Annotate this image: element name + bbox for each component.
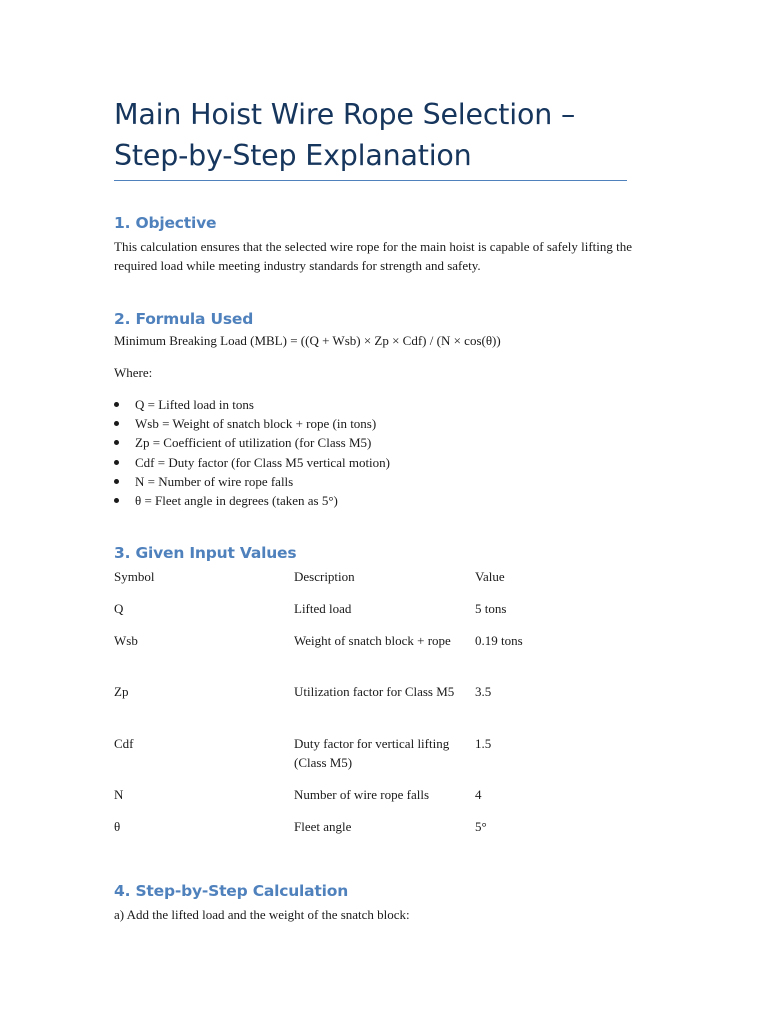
cell-description: Weight of snatch block + rope xyxy=(294,633,451,648)
list-item-text: N = Number of wire rope falls xyxy=(135,473,294,489)
cell-description: Duty factor for vertical lifting (Class M5) xyxy=(294,736,450,770)
cell-value: 5 tons xyxy=(475,601,507,616)
cell-description: Lifted load xyxy=(294,601,352,616)
calculation-step-a: a) Add the lifted load and the weight of the snatch block: xyxy=(114,907,410,922)
cell-value: 1.5 xyxy=(475,736,492,751)
list-item xyxy=(114,491,390,510)
cell-description: Number of wire rope falls xyxy=(294,787,430,802)
bullet-icon xyxy=(114,498,119,503)
list-item xyxy=(114,472,390,491)
bullet-icon xyxy=(114,479,119,484)
list-item-text: Wsb = Weight of snatch block + rope (in tons) xyxy=(135,416,377,432)
where-label: Where: xyxy=(114,365,153,380)
variable-definition-list xyxy=(114,395,390,510)
list-item-text: Q = Lifted load in tons xyxy=(135,397,254,412)
cell-symbol: N xyxy=(114,787,124,802)
cell-symbol: Wsb xyxy=(114,633,138,648)
list-item-text: Cdf = Duty factor (for Class M5 vertical motion) xyxy=(135,454,390,470)
section-heading-calculation: 4. Step-by-Step Calculation xyxy=(114,882,349,900)
cell-value: 4 xyxy=(475,787,482,802)
column-header-symbol: Symbol xyxy=(114,569,155,584)
column-header-value: Value xyxy=(475,569,505,584)
bullet-icon xyxy=(114,402,119,407)
section-heading-formula: 2. Formula Used xyxy=(114,310,254,328)
cell-symbol: Cdf xyxy=(114,736,134,751)
section-heading-inputs: 3. Given Input Values xyxy=(114,544,297,562)
column-header-description: Description xyxy=(294,569,355,584)
cell-value: 3.5 xyxy=(475,684,492,699)
cell-symbol: Zp xyxy=(114,684,129,699)
bullet-icon xyxy=(114,421,119,426)
cell-symbol: θ xyxy=(114,819,121,834)
list-item xyxy=(114,433,390,452)
bullet-icon xyxy=(114,440,119,445)
list-item xyxy=(114,414,390,433)
list-item-text: Zp = Coefficient of utilization (for Class M5) xyxy=(135,435,372,451)
bullet-icon xyxy=(114,460,119,465)
cell-description: Utilization factor for Class M5 xyxy=(294,684,455,699)
document-title: Main Hoist Wire Rope Selection – Step-by-Step Explanation xyxy=(114,98,576,172)
list-item xyxy=(114,395,390,414)
cell-value: 5° xyxy=(475,819,487,834)
formula-text: Minimum Breaking Load (MBL) = ((Q + Wsb) × Zp × Cdf) / (N × cos(θ)) xyxy=(114,333,501,348)
cell-description: Fleet angle xyxy=(294,819,352,834)
cell-value: 0.19 tons xyxy=(475,633,523,648)
title-underline-rule xyxy=(114,180,627,181)
list-item-text: θ = Fleet angle in degrees (taken as 5°) xyxy=(135,492,338,508)
list-item xyxy=(114,453,390,472)
objective-paragraph: This calculation ensures that the selected wire rope for the main hoist is capable of safely lifting the required load while meeting industry standards for strength and safety. xyxy=(114,239,633,273)
cell-symbol: Q xyxy=(114,601,124,616)
section-heading-objective: 1. Objective xyxy=(114,214,217,232)
